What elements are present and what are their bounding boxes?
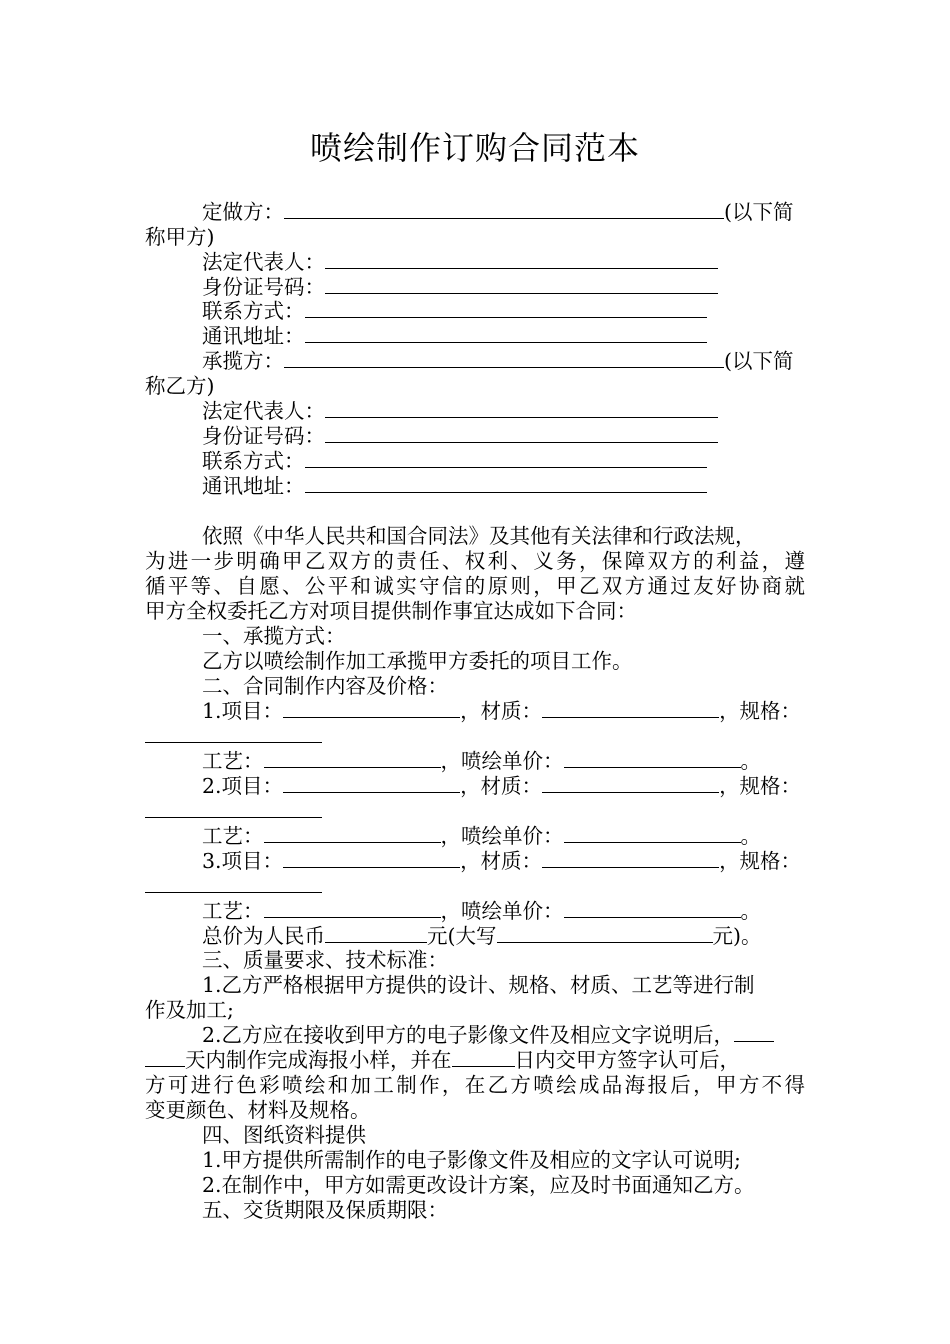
party-a-label: 定做方：: [202, 200, 284, 224]
item-end: 。: [740, 749, 761, 773]
item-craft-label: 工艺：: [202, 824, 264, 848]
party-a-rep-blank: [325, 250, 718, 269]
preamble-line: 循平等、自愿、公平和诚实守信的原则，甲乙双方通过友好协商就: [145, 574, 805, 598]
party-a-contact-blank: [305, 299, 707, 318]
section4-p2: 2.在制作中，甲方如需更改设计方案，应及时书面通知乙方。: [202, 1173, 755, 1197]
party-a-id-line: [202, 275, 718, 299]
item-end: 。: [740, 824, 761, 848]
party-b-id-label: 身份证号码：: [202, 424, 325, 448]
item-spec-blank: [145, 874, 322, 893]
total-price-line: [202, 924, 762, 948]
party-a-address-line: [202, 324, 707, 348]
party-a-rep-line: [202, 250, 718, 274]
section3-p2-text: 日内交甲方签字认可后，: [514, 1048, 740, 1072]
total-amount-blank: [325, 924, 427, 943]
section3-p2-line: 方可进行色彩喷绘和加工制作，在乙方喷绘成品海报后，甲方不得: [145, 1073, 805, 1097]
item-no: 2.项目：: [202, 774, 284, 798]
item-craft-line: [202, 899, 761, 923]
party-a-address-blank: [305, 324, 707, 343]
item-craft-label: 工艺：: [202, 899, 264, 923]
item-no: 1.项目：: [202, 699, 284, 723]
party-a-id-label: 身份证号码：: [202, 275, 325, 299]
item-price-blank: [564, 824, 741, 843]
item-material-blank: [542, 849, 719, 868]
party-b-line: [202, 349, 794, 373]
item-price-blank: [564, 749, 741, 768]
party-a-suffix-line: 称甲方): [145, 225, 215, 249]
item-price-label: ，喷绘单价：: [440, 824, 564, 848]
party-a-contact-label: 联系方式：: [202, 299, 305, 323]
party-b-suffix-line: 称乙方): [145, 374, 215, 398]
party-b-id-line: [202, 424, 718, 448]
item-project-blank: [283, 699, 460, 718]
party-b-suffix: (以下简: [724, 349, 794, 373]
section4-p1: 1.甲方提供所需制作的电子影像文件及相应的文字认可说明;: [202, 1148, 741, 1172]
item-spec-label: ，规格：: [719, 699, 802, 723]
item-line: [202, 699, 801, 723]
item-material-label: ，材质：: [460, 699, 543, 723]
item-spec-label: ，规格：: [719, 849, 802, 873]
section3-p1-line: 作及加工;: [145, 998, 234, 1022]
preamble-line: 依照《中华人民共和国合同法》及其他有关法律和行政法规，: [202, 524, 756, 548]
section1-heading: 一、承揽方式：: [202, 624, 346, 648]
section3-p1-line: 1.乙方严格根据甲方提供的设计、规格、材质、工艺等进行制: [202, 973, 755, 997]
section3-p2-text: 天内制作完成海报小样，并在: [185, 1048, 452, 1072]
item-material-blank: [542, 774, 719, 793]
item-craft-blank: [264, 899, 441, 918]
days-blank-part1: [734, 1023, 774, 1042]
item-line: [202, 849, 801, 873]
section3-p2-line: [202, 1023, 774, 1047]
item-craft-line: [202, 749, 761, 773]
section3-p2-line: 变更颜色、材料及规格。: [145, 1098, 371, 1122]
party-a-address-label: 通讯地址：: [202, 324, 305, 348]
section3-p2-line: [145, 1048, 740, 1072]
party-a-contact-line: [202, 299, 707, 323]
item-material-label: ，材质：: [460, 774, 543, 798]
item-spec-line: [145, 874, 322, 898]
party-b-rep-label: 法定代表人：: [202, 399, 325, 423]
item-no: 3.项目：: [202, 849, 284, 873]
party-b-blank: [284, 349, 724, 368]
item-craft-label: 工艺：: [202, 749, 264, 773]
party-a-line: [202, 200, 794, 224]
item-spec-label: ，规格：: [719, 774, 802, 798]
section3-heading: 三、质量要求、技术标准：: [202, 948, 448, 972]
item-spec-line: [145, 724, 322, 748]
days-blank-part2: [145, 1048, 185, 1067]
item-price-blank: [564, 899, 741, 918]
item-price-label: ，喷绘单价：: [440, 899, 564, 923]
document-title: 喷绘制作订购合同范本: [309, 129, 640, 167]
item-line: [202, 774, 801, 798]
item-craft-line: [202, 824, 761, 848]
item-material-label: ，材质：: [460, 849, 543, 873]
item-craft-blank: [264, 824, 441, 843]
item-craft-blank: [264, 749, 441, 768]
party-a-rep-label: 法定代表人：: [202, 250, 325, 274]
item-spec-line: [145, 799, 322, 823]
party-b-contact-line: [202, 449, 707, 473]
approval-days-blank: [452, 1048, 515, 1067]
total-end: 元)。: [712, 924, 762, 948]
item-project-blank: [283, 849, 460, 868]
party-b-rep-blank: [325, 399, 718, 418]
section1-text: 乙方以喷绘制作加工承揽甲方委托的项目工作。: [202, 649, 633, 673]
item-project-blank: [283, 774, 460, 793]
section4-heading: 四、图纸资料提供: [202, 1123, 366, 1147]
preamble-line: 为进一步明确甲乙双方的责任、权利、义务，保障双方的利益，遵: [145, 549, 805, 573]
party-b-address-line: [202, 474, 707, 498]
preamble-line: 甲方全权委托乙方对项目提供制作事宜达成如下合同：: [145, 599, 637, 623]
party-b-address-label: 通讯地址：: [202, 474, 305, 498]
party-b-address-blank: [305, 474, 707, 493]
total-mid: 元(大写: [427, 924, 497, 948]
section3-p2-text: 2.乙方应在接收到甲方的电子影像文件及相应文字说明后，: [202, 1023, 735, 1047]
item-spec-blank: [145, 799, 322, 818]
section2-heading: 二、合同制作内容及价格：: [202, 674, 448, 698]
item-end: 。: [740, 899, 761, 923]
party-b-rep-line: [202, 399, 718, 423]
total-prefix: 总价为人民币: [202, 924, 325, 948]
section5-heading: 五、交货期限及保质期限：: [202, 1198, 448, 1222]
party-b-id-blank: [325, 424, 718, 443]
item-material-blank: [542, 699, 719, 718]
party-a-id-blank: [325, 275, 718, 294]
party-a-suffix: (以下简: [724, 200, 794, 224]
item-price-label: ，喷绘单价：: [440, 749, 564, 773]
party-b-contact-label: 联系方式：: [202, 449, 305, 473]
item-spec-blank: [145, 724, 322, 743]
party-b-contact-blank: [305, 449, 707, 468]
total-uppercase-blank: [497, 924, 713, 943]
party-a-blank: [284, 200, 724, 219]
party-b-label: 承揽方：: [202, 349, 284, 373]
